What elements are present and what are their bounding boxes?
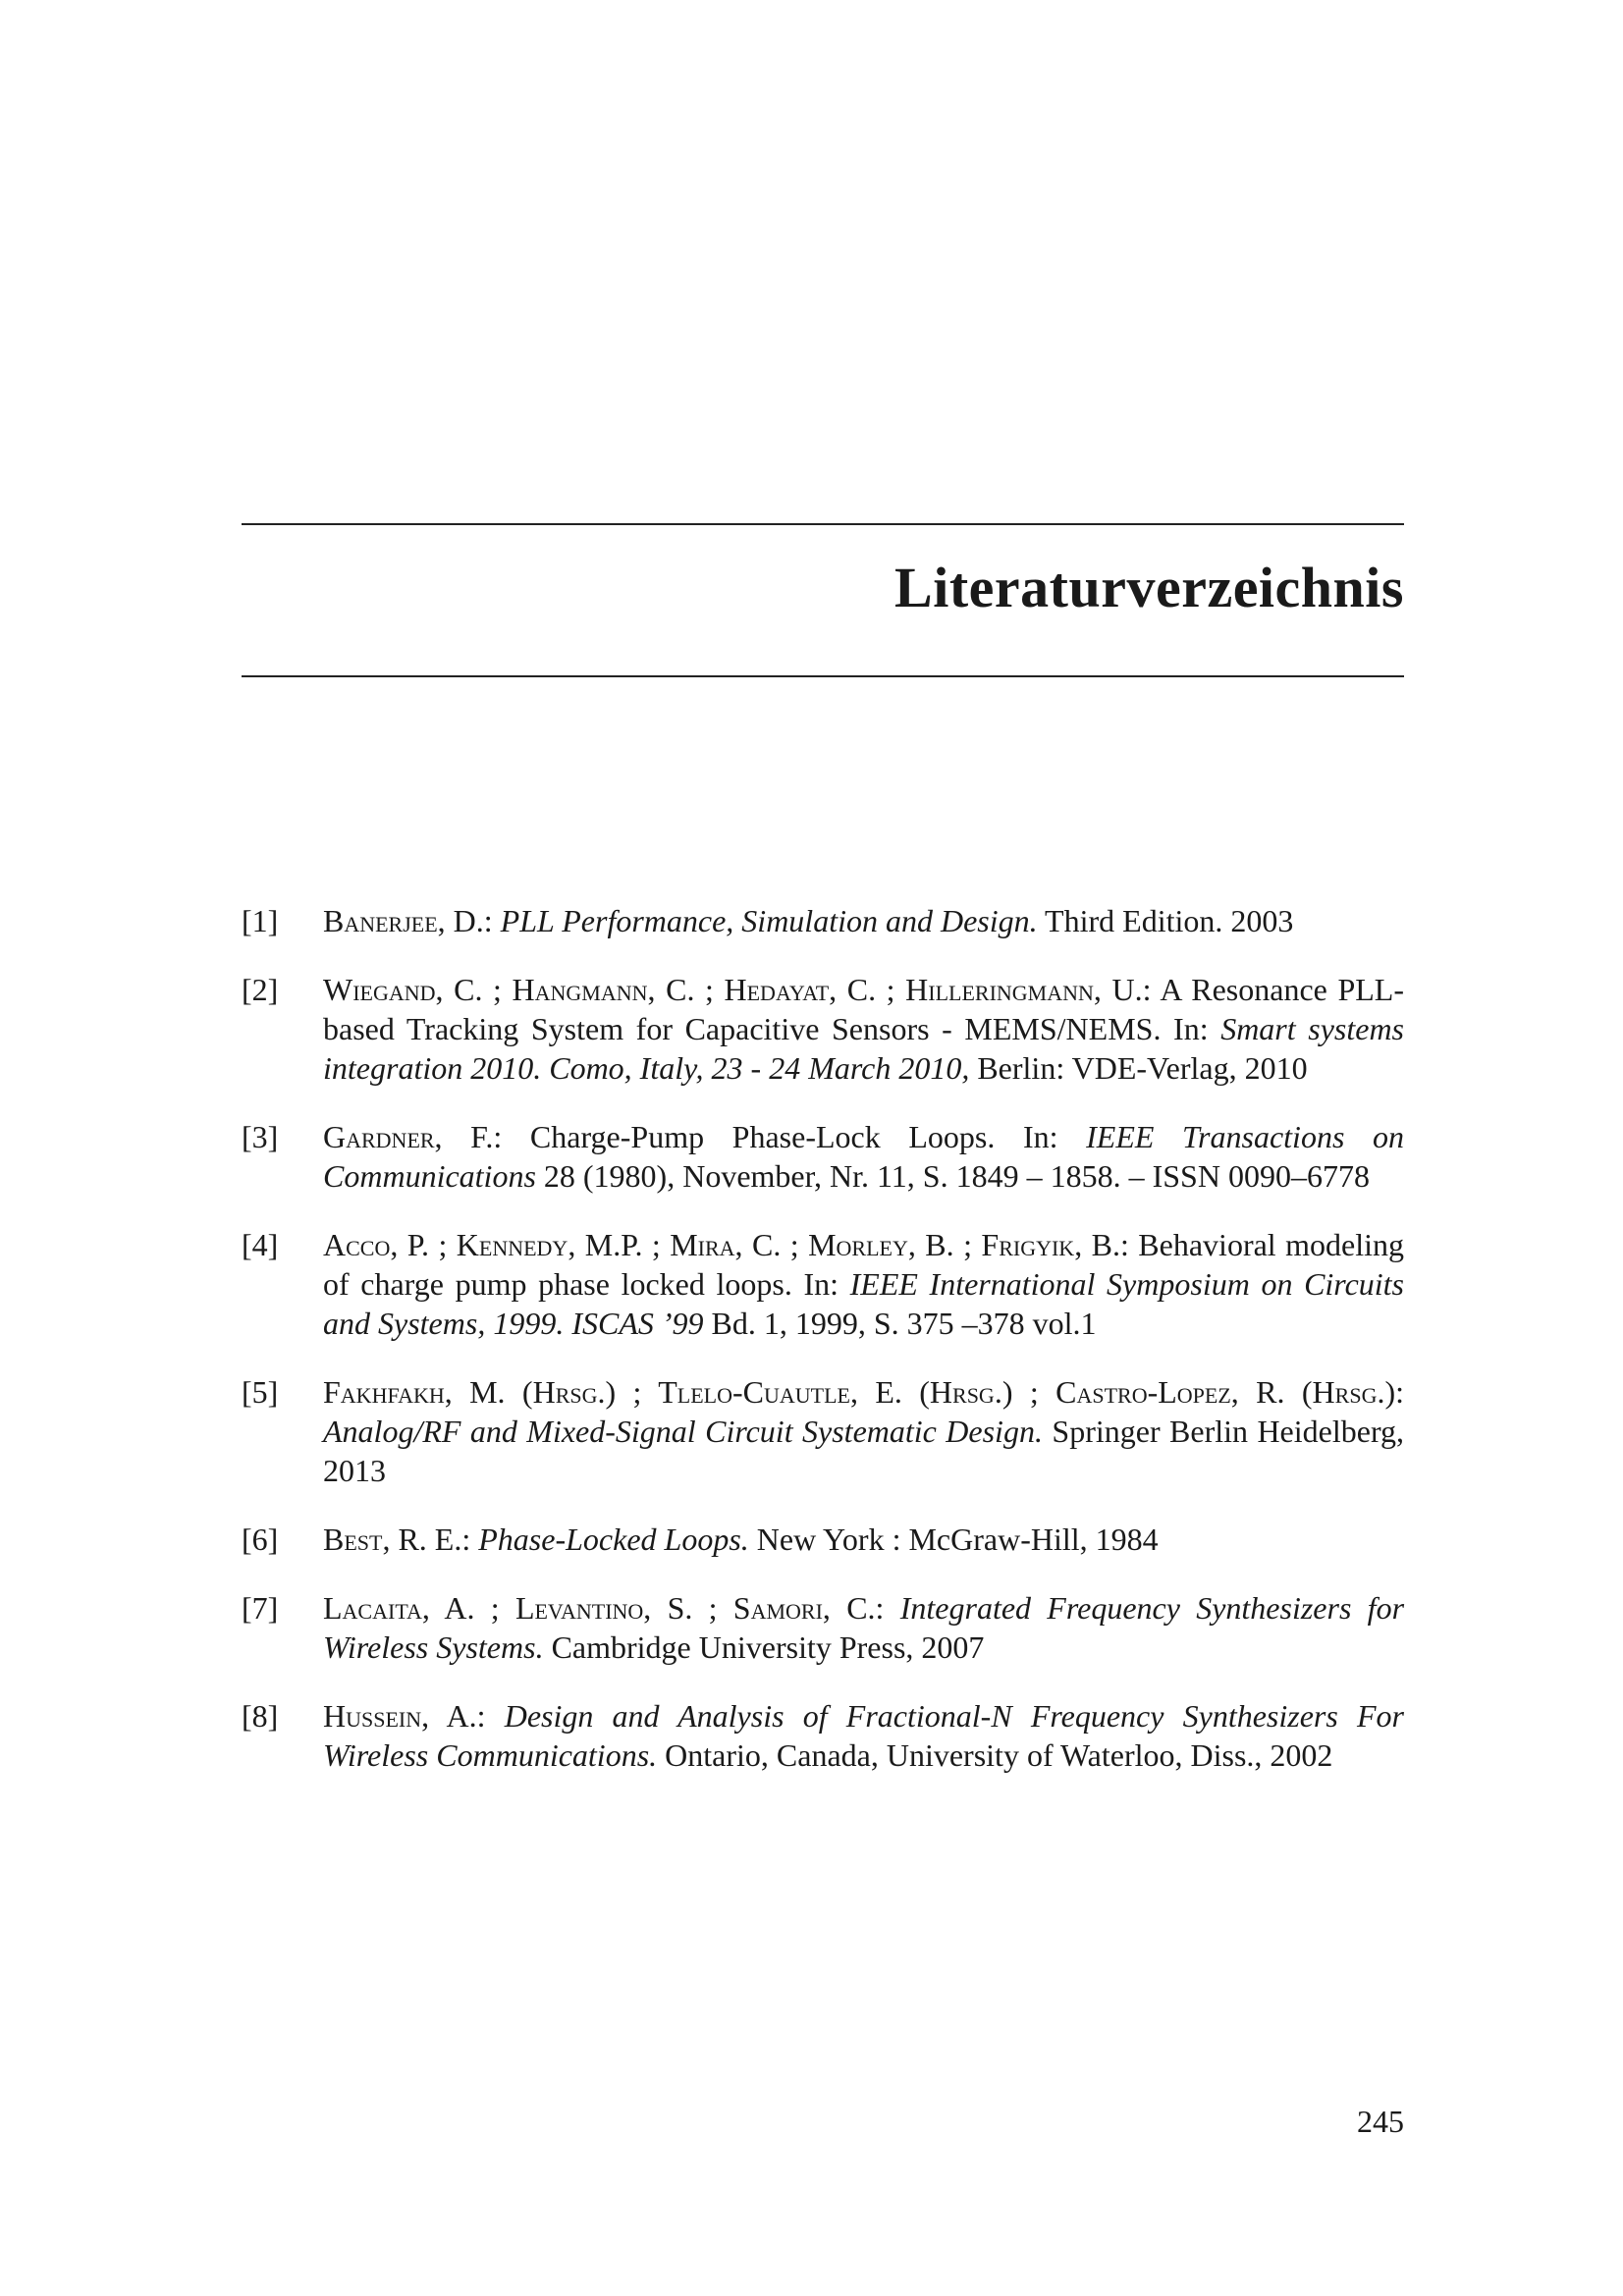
- reference-title: IEEE International Symposium on Circuits and Systems, 1999. ISCAS ’99: [323, 1266, 1405, 1341]
- reference-post: Ontario, Canada, University of Waterloo, Diss., 2002: [665, 1737, 1333, 1773]
- reference-list: [242, 901, 1404, 1775]
- reference-post: Bd. 1, 1999, S. 375 –378 vol.1: [711, 1306, 1097, 1341]
- reference-pre: Charge-Pump Phase-Lock Loops. In:: [529, 1119, 1058, 1154]
- reference-entry: [242, 1696, 1404, 1775]
- chapter-rule-bottom: [242, 675, 1404, 677]
- reference-number: [3]: [242, 1119, 279, 1154]
- reference-authors: Gardner, F.:: [323, 1119, 503, 1154]
- reference-pre: Behavioral modeling of charge pump phase locked loops. In:: [323, 1227, 1404, 1302]
- reference-post: Springer Berlin Heidelberg, 2013: [323, 1414, 1405, 1488]
- chapter-rule-top: [242, 523, 1404, 525]
- reference-title: Integrated Frequency Synthesizers for Wireless Systems.: [323, 1590, 1405, 1665]
- reference-entry: [242, 901, 1404, 940]
- reference-authors: Hussein, A.:: [323, 1698, 486, 1734]
- reference-number: [8]: [242, 1698, 279, 1734]
- reference-number: [5]: [242, 1374, 279, 1410]
- chapter-title: Literaturverzeichnis: [894, 556, 1404, 619]
- reference-entry: [242, 1520, 1404, 1559]
- reference-title: Analog/RF and Mixed-Signal Circuit Systematic Design.: [323, 1414, 1043, 1449]
- reference-entry: [242, 1588, 1404, 1667]
- reference-pre: A Resonance PLL-based Tracking System for Capacitive Sensors - MEMS/NEMS. In:: [323, 972, 1405, 1046]
- reference-title: Design and Analysis of Fractional-N Frequency Synthesizers For Wireless Communications.: [323, 1698, 1405, 1773]
- reference-entry: [242, 1117, 1404, 1196]
- reference-title: PLL Performance, Simulation and Design.: [500, 903, 1038, 938]
- reference-authors: Acco, P. ; Kennedy, M.P. ; Mira, C. ; Morley, B. ; Frigyik, B.:: [323, 1227, 1129, 1262]
- reference-authors: Lacaita, A. ; Levantino, S. ; Samori, C.:: [323, 1590, 885, 1626]
- reference-number: [7]: [242, 1590, 279, 1626]
- reference-entry: [242, 1372, 1404, 1490]
- reference-title: Smart systems integration 2010. Como, Italy, 23 - 24 March 2010,: [323, 1011, 1404, 1086]
- reference-number: [1]: [242, 903, 279, 938]
- reference-title: Phase-Locked Loops.: [478, 1522, 749, 1557]
- reference-authors: Best, R. E.:: [323, 1522, 471, 1557]
- reference-authors: Fakhfakh, M. (Hrsg.) ; Tlelo-Cuautle, E. (Hrsg.) ; Castro-Lopez, R. (Hrsg.):: [323, 1374, 1404, 1410]
- reference-post: Cambridge University Press, 2007: [551, 1629, 985, 1665]
- reference-authors: Wiegand, C. ; Hangmann, C. ; Hedayat, C. ; Hilleringmann, U.:: [323, 972, 1152, 1007]
- reference-number: [2]: [242, 972, 279, 1007]
- reference-post: Third Edition. 2003: [1045, 903, 1294, 938]
- reference-authors: Banerjee, D.:: [323, 903, 493, 938]
- reference-entry: [242, 970, 1404, 1088]
- reference-title: IEEE Transactions on Communications: [323, 1119, 1405, 1194]
- page-number: 245: [1357, 2104, 1404, 2139]
- reference-post: Berlin: VDE-Verlag, 2010: [977, 1050, 1308, 1086]
- reference-number: [4]: [242, 1227, 279, 1262]
- reference-entry: [242, 1225, 1404, 1343]
- reference-post: New York : McGraw-Hill, 1984: [756, 1522, 1159, 1557]
- reference-number: [6]: [242, 1522, 279, 1557]
- reference-post: 28 (1980), November, Nr. 11, S. 1849 – 1858. – ISSN 0090–6778: [543, 1158, 1370, 1194]
